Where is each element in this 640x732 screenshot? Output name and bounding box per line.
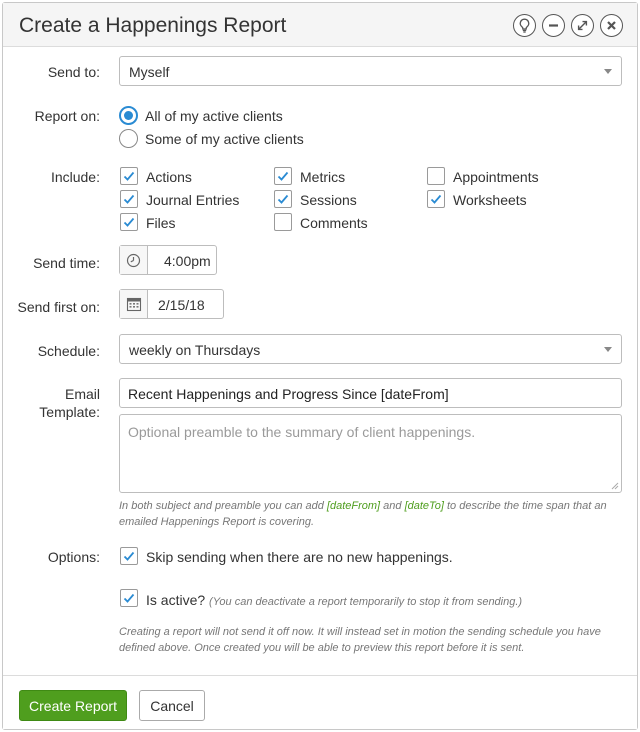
minimize-icon[interactable] [542, 14, 565, 37]
send-time-input[interactable] [119, 245, 217, 275]
include-actions-label: Actions [146, 169, 192, 185]
send-first-on-value: 2/15/18 [158, 297, 205, 313]
schedule-value: weekly on Thursdays [129, 342, 261, 358]
send-time-label: Send time: [33, 255, 100, 271]
include-comments-label: Comments [300, 215, 368, 231]
email-template-hint: In both subject and preamble you can add [dateFrom] and [dateTo] to describe the time span that an emailed Happenings Report is covering. [119, 500, 607, 528]
options-label: Options: [47, 549, 100, 565]
include-journal-entries-checkbox[interactable] [120, 190, 138, 208]
checkmark-icon [429, 192, 443, 206]
resize-handle-icon[interactable] [611, 482, 619, 490]
happenings-report-dialog [2, 2, 638, 730]
checkmark-icon [122, 591, 136, 605]
include-files-label: Files [146, 215, 176, 231]
include-metrics-label: Metrics [300, 169, 346, 185]
email-subject-value: Recent Happenings and Progress Since [dateFrom] [128, 386, 449, 402]
email-template-label-line2: Template: [39, 404, 100, 420]
email-preamble-placeholder: Optional preamble to the summary of client happenings. [128, 424, 476, 440]
create-report-button[interactable]: Create Report [19, 690, 127, 721]
include-metrics-checkbox[interactable] [274, 167, 292, 185]
skip-sending-checkbox[interactable] [120, 547, 138, 565]
checkmark-icon [122, 549, 136, 563]
include-appointments-checkbox[interactable] [427, 167, 445, 185]
dialog-header [3, 3, 637, 47]
clock-icon [120, 246, 148, 274]
checkmark-icon [122, 169, 136, 183]
checkmark-icon [276, 192, 290, 206]
radio-all-clients[interactable] [119, 106, 138, 125]
close-icon[interactable] [600, 14, 623, 37]
is-active-label: Is active? [146, 592, 206, 608]
schedule-select[interactable] [119, 334, 622, 364]
dialog-footer [3, 675, 637, 729]
expand-icon[interactable] [571, 14, 594, 37]
schedule-label: Schedule: [37, 343, 100, 359]
email-subject-input[interactable] [119, 378, 622, 408]
skip-sending-label: Skip sending when there are no new happenings. [146, 549, 453, 565]
chevron-down-icon [604, 69, 612, 74]
is-active-note: (You can deactivate a report temporarily to stop it from sending.) [209, 596, 523, 608]
send-first-on-label: Send first on: [17, 299, 100, 315]
send-to-select[interactable] [119, 56, 622, 86]
send-time-value: 4:00pm [164, 253, 211, 269]
include-appointments-label: Appointments [453, 169, 539, 185]
checkmark-icon [122, 215, 136, 229]
include-label: Include: [50, 169, 100, 185]
cancel-button[interactable]: Cancel [139, 690, 205, 721]
token-date-from: [dateFrom] [326, 500, 381, 512]
include-sessions-checkbox[interactable] [274, 190, 292, 208]
send-to-label: Send to: [47, 64, 100, 80]
include-files-checkbox[interactable] [120, 213, 138, 231]
is-active-checkbox[interactable] [120, 589, 138, 607]
include-sessions-label: Sessions [300, 192, 357, 208]
include-worksheets-label: Worksheets [453, 192, 527, 208]
email-preamble-textarea[interactable] [119, 414, 622, 493]
radio-some-clients[interactable] [119, 129, 138, 148]
include-comments-checkbox[interactable] [274, 213, 292, 231]
is-active-label-group [146, 592, 522, 608]
send-to-value: Myself [129, 64, 170, 80]
report-on-label: Report on: [34, 108, 100, 124]
dialog-title: Create a Happenings Report [19, 14, 287, 37]
email-template-label-line1: Email [64, 386, 100, 402]
radio-all-clients-label: All of my active clients [145, 108, 283, 124]
radio-some-clients-label: Some of my active clients [145, 131, 304, 147]
calendar-icon [120, 290, 148, 318]
include-journal-entries-label: Journal Entries [146, 192, 240, 208]
create-report-note: Creating a report will not send it off now. It will instead set in motion the sending schedule you have defined above. Once created you will be able to preview this report before it is sent. [119, 626, 601, 654]
send-first-on-input[interactable] [119, 289, 224, 319]
include-actions-checkbox[interactable] [120, 167, 138, 185]
chevron-down-icon [604, 347, 612, 352]
checkmark-icon [276, 169, 290, 183]
checkmark-icon [122, 192, 136, 206]
token-date-to: [dateTo] [404, 500, 444, 512]
lightbulb-icon[interactable] [513, 14, 536, 37]
include-worksheets-checkbox[interactable] [427, 190, 445, 208]
